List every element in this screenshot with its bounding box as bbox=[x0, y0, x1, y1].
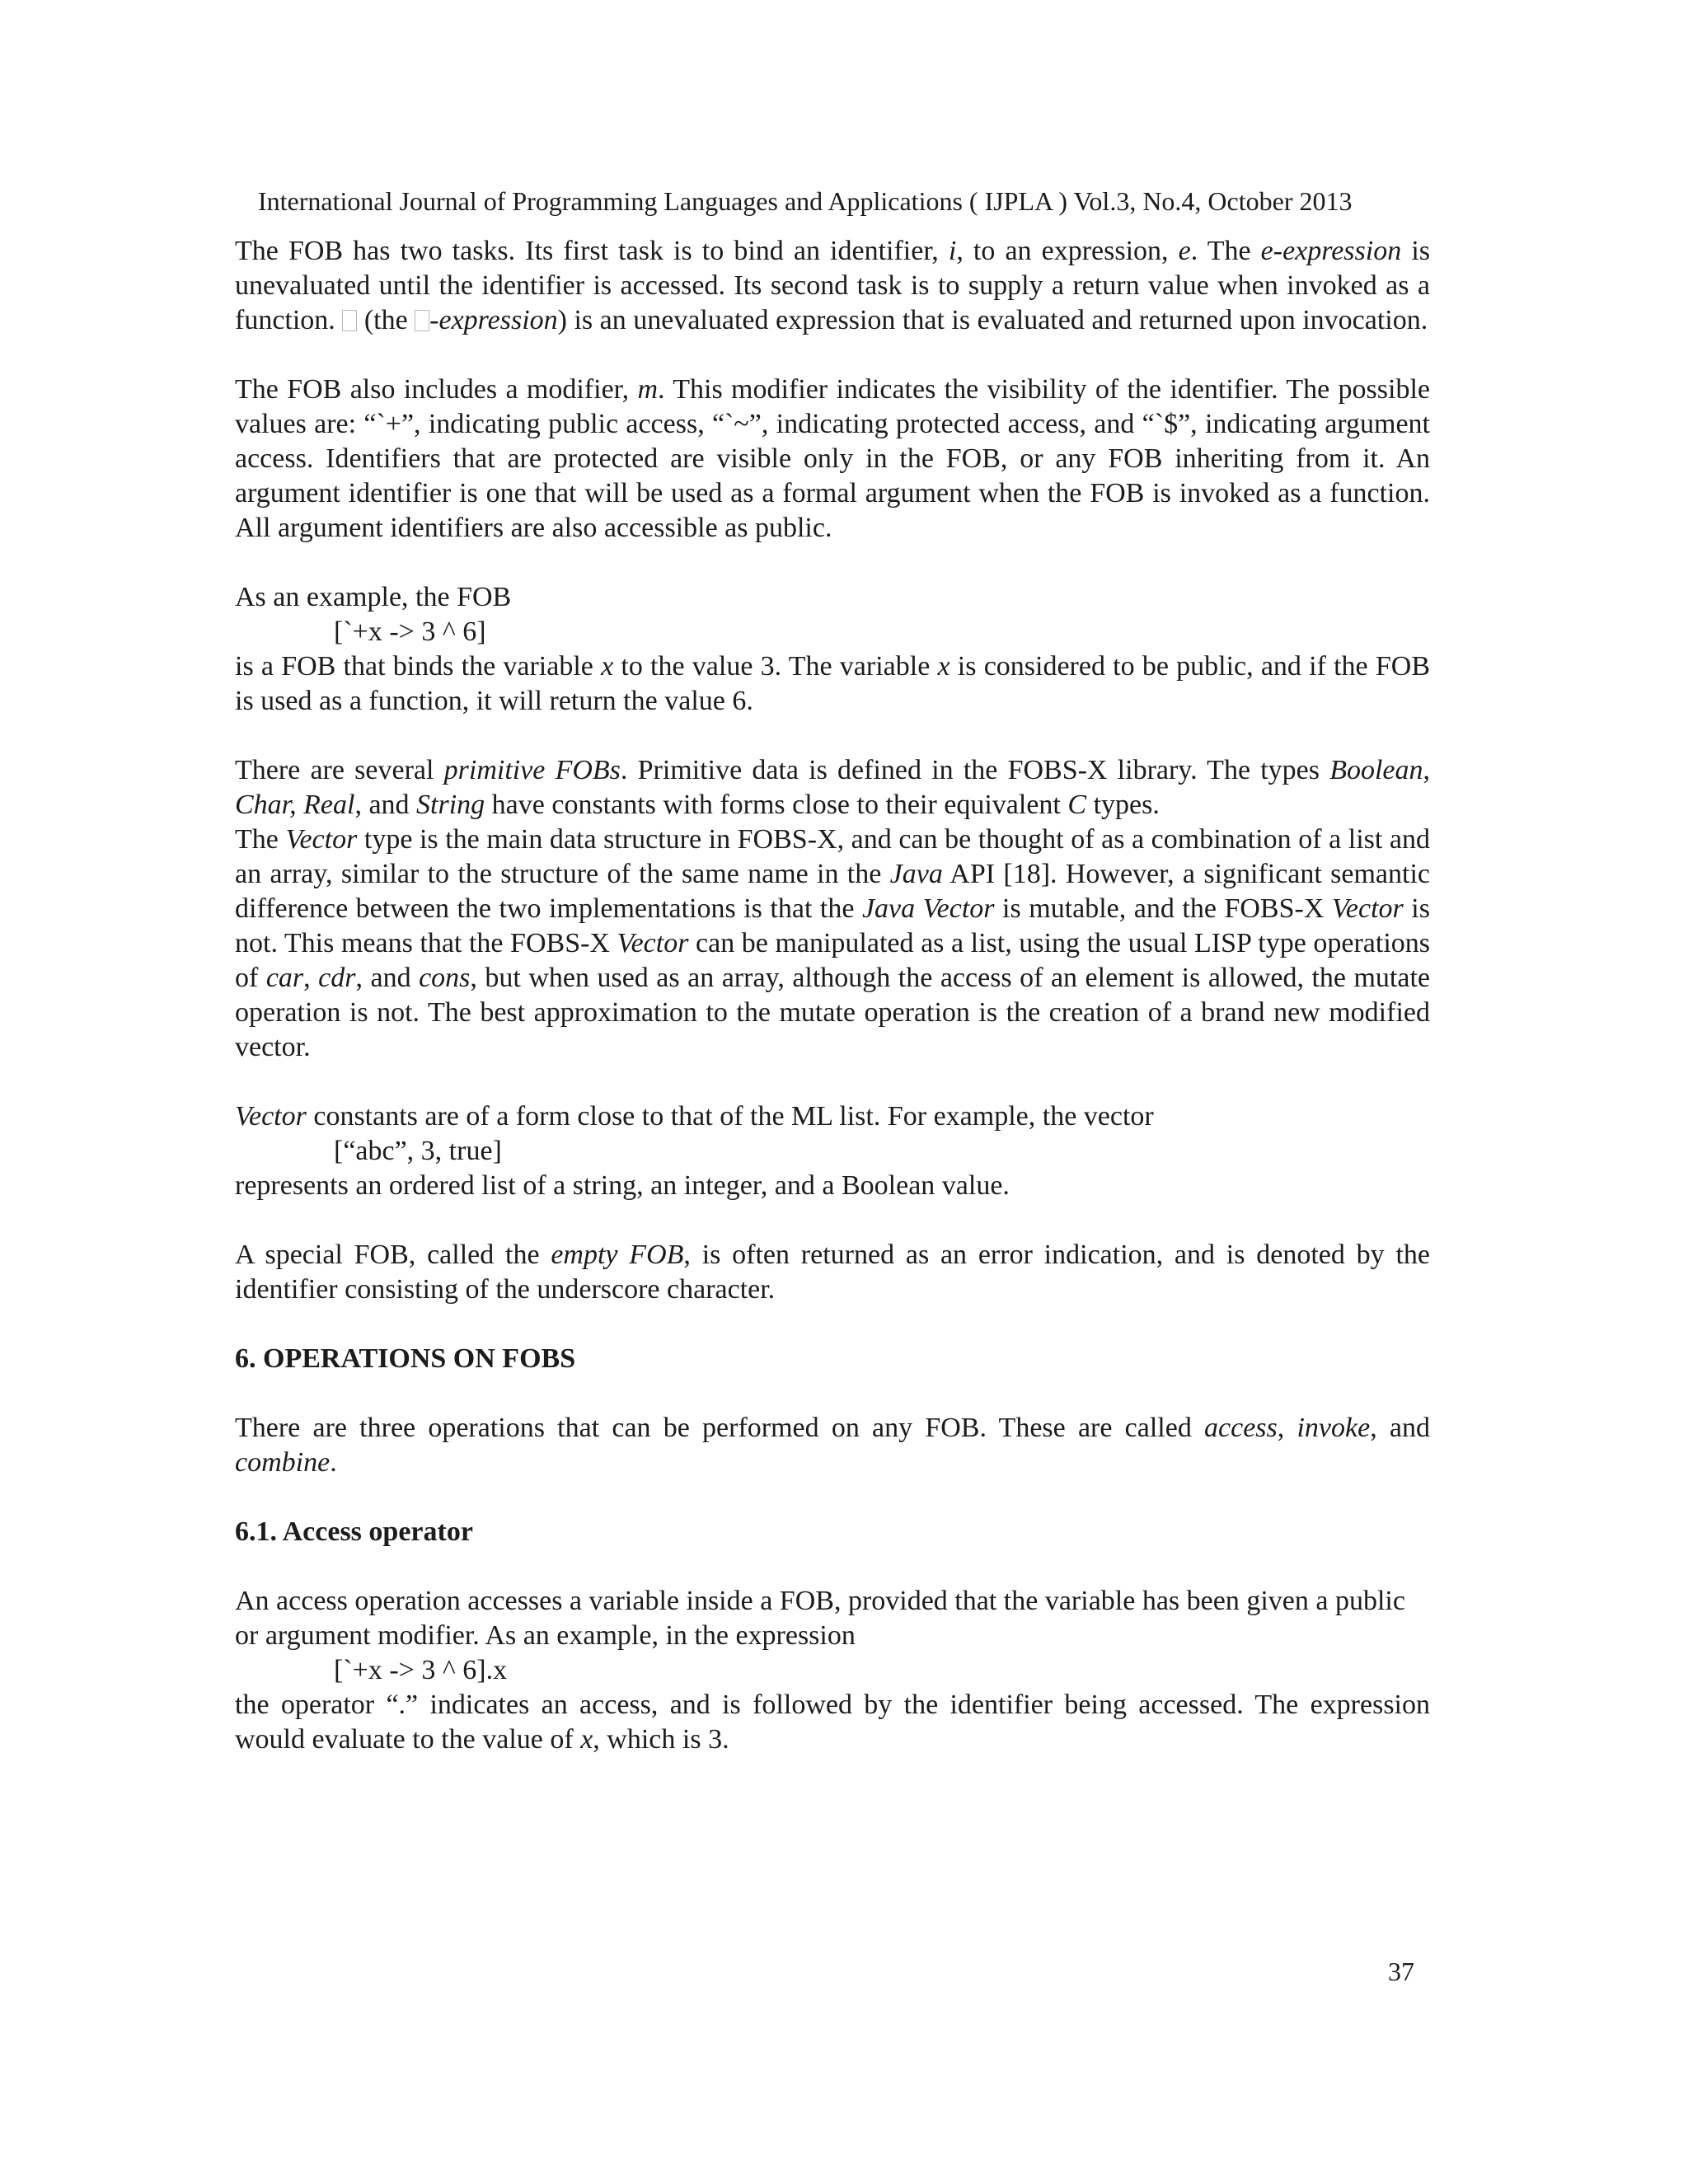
code-example-fob: [`+x -> 3 ^ 6] bbox=[334, 616, 486, 647]
paragraph-primitive-fobs: There are several primitive FOBs. Primitive data is defined in the FOBS-X library. The types Boolean, Char, Real, and String have constants with forms close to their equivalent C types. bbox=[235, 755, 1431, 820]
expression-e: e bbox=[1178, 236, 1191, 266]
body-text bbox=[235, 234, 1430, 1792]
modifier-m: m bbox=[637, 374, 659, 405]
code-example-access: [`+x -> 3 ^ 6].x bbox=[334, 1655, 508, 1685]
section-heading-6-1: 6.1. Access operator bbox=[235, 1516, 473, 1547]
paragraph-empty-fob: A special FOB, called the empty FOB, is often returned as an error indication, and is denoted by the identifier consisting of the underscore character. bbox=[235, 1240, 1430, 1305]
e-expression-term: e-expression bbox=[1260, 236, 1402, 266]
paragraph-vector-type: The Vector type is the main data structure in FOBS-X, and can be thought of as a combination of a list and an array, similar to the structure of the same name in the Java API [18]. However, a significant semantic difference between the two implementations is that the Java Vector is mutable, and the FOBS-X Vector is not. This means that the FOBS-X Vector can be manipulated as a list, using the usual LISP type operations of car, cdr, and cons, but when used as an array, although the access of an element is allowed, the mutate operation is not. The best approximation to the mutate operation is the creation of a brand new modified vector. bbox=[235, 824, 1431, 1062]
vector-explanation: represents an ordered list of a string, an integer, and a Boolean value. bbox=[235, 1170, 1010, 1201]
missing-phi-glyph-icon bbox=[415, 310, 429, 331]
paragraph-operations: There are three operations that can be performed on any FOB. These are called access, invoke, and combine. bbox=[235, 1413, 1430, 1478]
paragraph-modifier: The FOB also includes a modifier, m. This modifier indicates the visibility of the identifier. The possible values are: “`+”, indicating public access, “`~”, indicating protected access, and “`$”, indicating argument access. Identifiers that are protected are visible only in the FOB, or any FOB inheriting from it. An argument identifier is one that will be used as a formal argument when the FOB is invoked as a function. All argument identifiers are also accessible as public. bbox=[235, 374, 1430, 543]
paragraph-fob-tasks: The FOB has two tasks. Its first task is to bind an identifier, i, to an expression, e. The e-expression is unevaluated until the identifier is accessed. Its second task is to supply a return value when invoked as a function. (the -expression) is an unevaluated expression that is evaluated and returned upon invocation. bbox=[235, 236, 1430, 335]
code-example-vector: [“abc”, 3, true] bbox=[334, 1136, 502, 1166]
paragraph-vector-constants bbox=[235, 1099, 1430, 1203]
vector-intro: Vector constants are of a form close to that of the ML list. For example, the vector bbox=[235, 1101, 1154, 1132]
page-number: 37 bbox=[1388, 1957, 1414, 1986]
running-header: International Journal of Programming Languages and Applications ( IJPLA ) Vol.3, No.4, October 2013 bbox=[258, 186, 1353, 216]
phi-expression-term: -expression bbox=[429, 305, 558, 335]
access-explanation: the operator “.” indicates an access, and is followed by the identifier being accessed. The expression would evaluate to the value of x, which is 3. bbox=[235, 1690, 1430, 1755]
example-explanation: is a FOB that binds the variable x to the value 3. The variable x is considered to be public, and if the FOB is used as a function, it will return the value 6. bbox=[235, 651, 1430, 716]
section-heading-6: 6. OPERATIONS ON FOBS bbox=[235, 1343, 576, 1374]
paragraph-fob-example bbox=[235, 580, 1430, 719]
paragraph-access-operator bbox=[235, 1584, 1430, 1757]
example-intro: As an example, the FOB bbox=[235, 582, 512, 612]
access-intro: An access operation accesses a variable inside a FOB, provided that the variable has been given a public or argument modifier. As an example, in the expression bbox=[235, 1586, 1405, 1651]
missing-phi-glyph-icon bbox=[342, 310, 357, 331]
identifier-i: i bbox=[948, 236, 957, 266]
